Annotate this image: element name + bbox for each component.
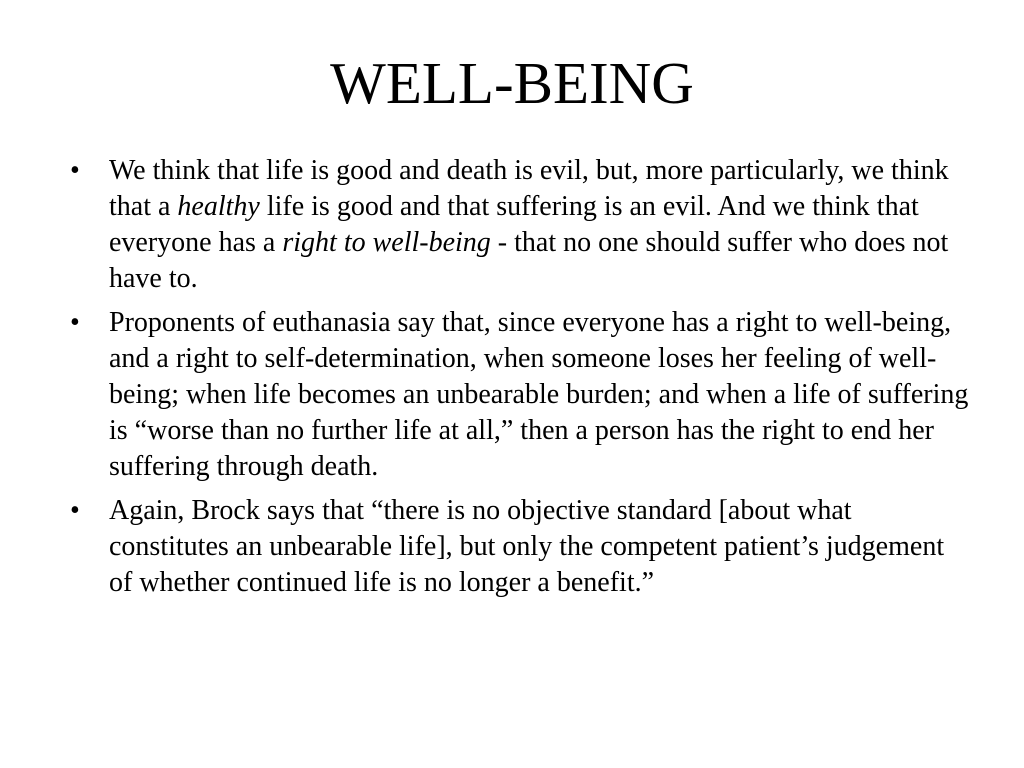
bullet-list — [70, 153, 970, 609]
bullet-item-1 — [70, 153, 970, 297]
bullet-icon: • — [70, 307, 80, 338]
slide-title: WELL-BEING — [330, 50, 694, 116]
bullet-item-3 — [70, 493, 970, 601]
bullet-run: - that no one should suffer who does not have to. — [109, 227, 949, 294]
bullet-run: life is good and that suffering is an evil. And we think that everyone has a — [109, 191, 919, 258]
bullet-icon: • — [70, 155, 80, 186]
bullet-text-2 — [109, 307, 968, 482]
bullet-run-italic: right to well-being — [282, 227, 491, 258]
bullet-run: We think that life is good and death is evil, but, more particularly, we think that a — [109, 155, 949, 222]
bullet-run: Proponents of euthanasia say that, since everyone has a right to well-being, and a right to self-determination, when someone loses her feeling of well-being; when life becomes an unbearable burden; and when a life of suffering is “worse than no further life at all,” then a person has the right to end her suffering through death. — [109, 307, 969, 482]
bullet-text-1 — [109, 155, 949, 294]
bullet-text-3 — [109, 495, 944, 598]
bullet-run: Again, Brock says that “there is no objective standard [about what constitutes an unbearable life], but only the competent patient’s judgement of whether continued life is no longer a benefit.” — [109, 495, 945, 598]
bullet-item-2 — [70, 305, 970, 485]
bullet-icon: • — [70, 495, 80, 526]
bullet-run-italic: healthy — [177, 191, 260, 222]
